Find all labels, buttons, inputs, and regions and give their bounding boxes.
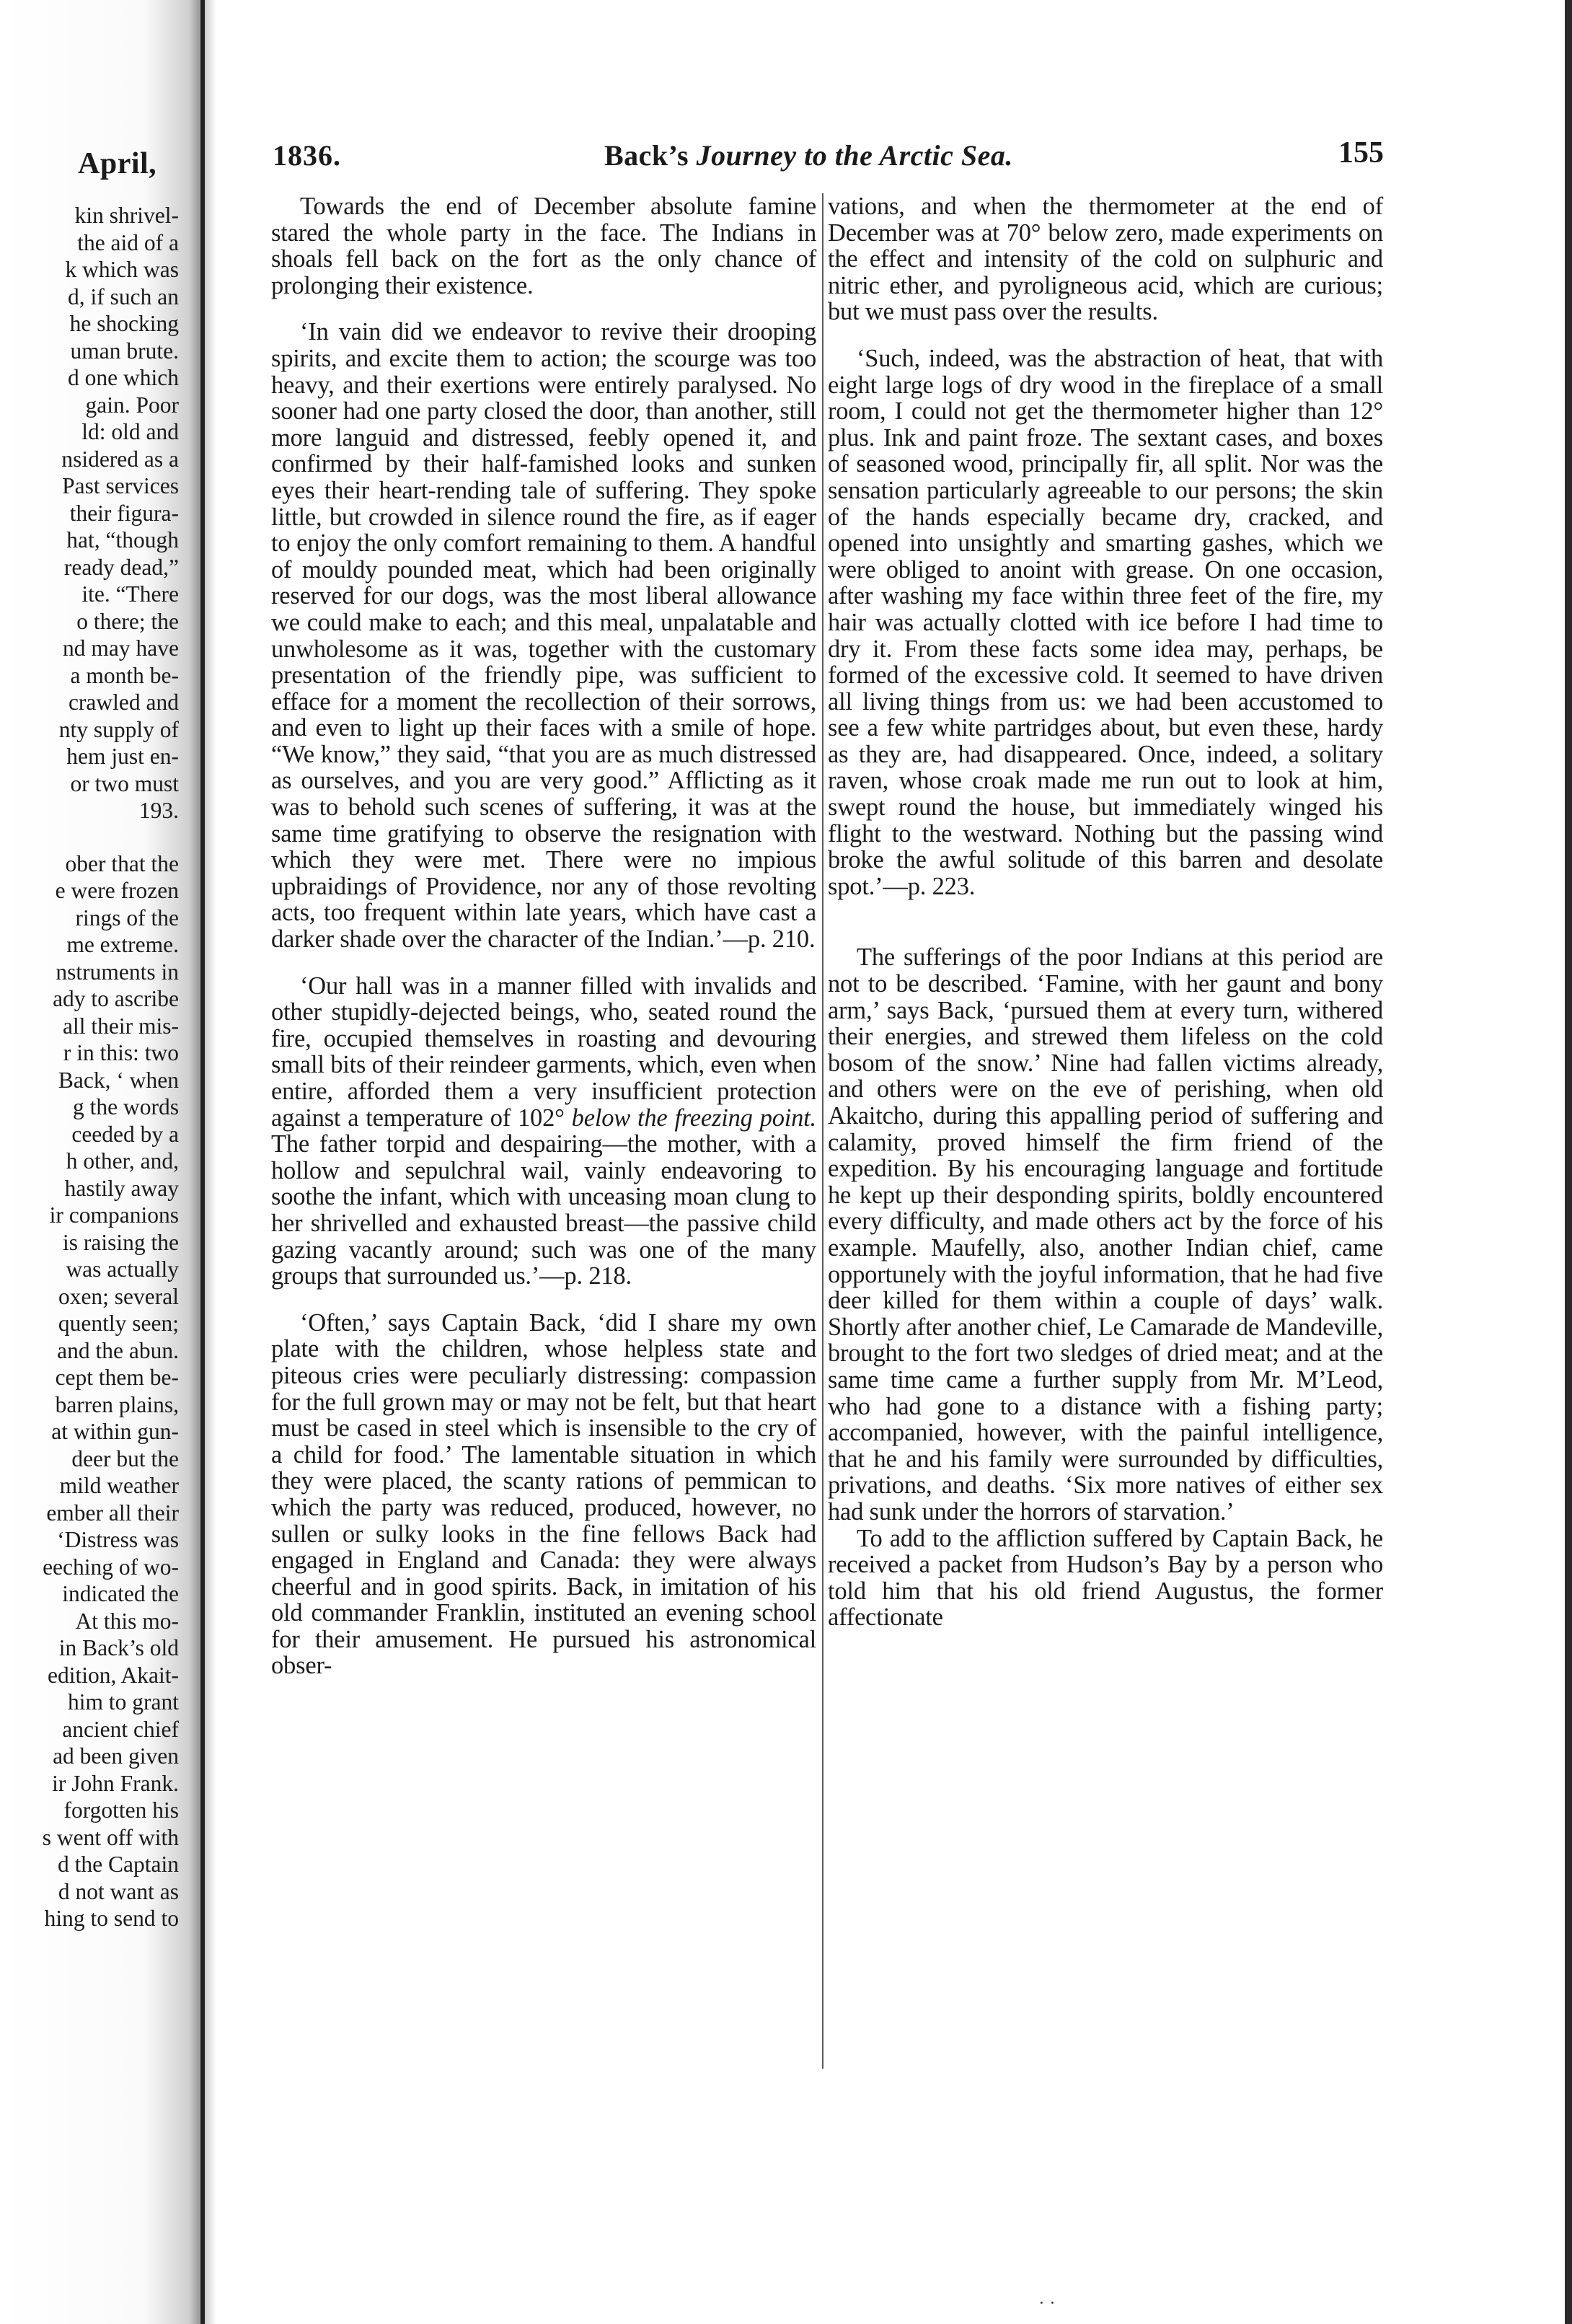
facing-page-line: oxen; several — [58, 1283, 179, 1309]
facing-page-line: d not want as — [58, 1878, 179, 1904]
paragraph-gap — [828, 325, 1383, 345]
facing-page-line: nsidered as a — [61, 446, 179, 472]
paragraph: To add to the affliction suffered by Captain Back, he received a packet from Hudson’s Bay by a person who told him that his old friend Augustus, the former affectionate — [828, 1524, 1383, 1632]
paragraph: The sufferings of the poor Indians at this period are not to be described. ‘Famine, with her gaunt and bony arm,’ says Back, ‘pursued them at every turn, withered their energies, and strewed them lifeless on the cold bosom of the snow.’ Nine had fallen victims already, and others were on the eve of perishing, when old Akaitcho, during this appalling period of suffering and calamity, proved himself the firm friend of the expedition. By his encouraging language and fortitude he kept up their desponding spirits, boldly encountered every difficulty, and made others act by the force of his example. Maufelly, also, another Indian chief, came opportunely with the joyful information, that he had five deer killed for them within a couple of days’ walk. Shortly after another chief, Le Camarade de Mandeville, brought to the fort two sledges of dried meat; and at the same time came a further supply from Mr. M’Leod, who had gone to a distance with a fishing party; accompanied, however, with the painful intelligence, that he and his family were surrounded by difficulties, privations, and deaths. ‘Six more natives of either sex had sunk under the horrors of starvation.’ — [828, 943, 1383, 1526]
page-number: 155 — [1338, 136, 1384, 170]
facing-page-line: edition, Akait- — [48, 1662, 179, 1688]
facing-page-line: o there; the — [76, 608, 179, 634]
facing-page-line: e were frozen — [55, 878, 179, 903]
facing-page-line: hing to send to — [44, 1906, 179, 1931]
section-gap — [828, 899, 1383, 944]
facing-page-line: r in this: two — [63, 1040, 179, 1065]
facing-page-line: At this mo- — [75, 1608, 179, 1634]
facing-page-line: in Back’s old — [58, 1635, 179, 1660]
facing-page-line: rings of the — [75, 904, 179, 930]
quote-text: The father torpid and despairing—the mother, with a hollow and sepulchral wail, vainly endeavoring to soothe the infant, which with unceasing moan clung to her shrivelled and exhausted breast—the passive child gazing vacantly around; such was one of the many groups that surrounded us.’—p. 218. — [271, 1130, 816, 1290]
facing-page-line: indicated the — [62, 1581, 179, 1606]
facing-page-line: a month be- — [70, 662, 179, 688]
facing-page-line: Back, ‘ when — [58, 1067, 179, 1093]
facing-page-line: him to grant — [68, 1689, 179, 1715]
block-quote: ‘Such, indeed, was the abstraction of heat, that with eight large logs of dry wood in the fireplace of a small room, I could not get the thermometer higher than 12° plus. Ink and paint froze. The sextant cases, and boxes of seasoned wood, principally fir, all split. Nor was the sensation particularly agreeable to our persons; the skin of the hands especially became dry, cracked, and opened into unsightly and smarting gashes, which we were obliged to anoint with grease. On one occasion, after washing my face within three feet of the fire, my hair was actually clotted with ice before I had time to dry it. From these facts some idea may, perhaps, be formed of the excessive cold. It seemed to have driven all living things from us: we had been accustomed to see a few white partridges about, but even these, hardy as they are, had disappeared. Once, indeed, a solitary raven, whose croak made me run out to look at him, swept round the house, but immediately winged his flight to the westward. Nothing but the passing wind broke the awful solitude of this barren and desolate spot.’—p. 223. — [828, 344, 1383, 900]
facing-page-line: and the abun. — [57, 1337, 179, 1363]
facing-page-line: he shocking — [69, 311, 179, 336]
facing-page-line: g the words — [73, 1094, 179, 1119]
facing-page-line: gain. Poor — [85, 392, 179, 418]
facing-page-gap — [0, 824, 179, 850]
facing-page-line: forgotten his — [63, 1797, 179, 1823]
facing-page-header: April, — [78, 147, 157, 180]
facing-page-line: crawled and — [68, 690, 179, 715]
facing-page-line: ld: old and — [81, 419, 179, 444]
facing-page-line: ir John Frank. — [52, 1770, 179, 1796]
facing-page-line: ad been given — [53, 1743, 179, 1769]
block-quote — [271, 973, 816, 1290]
quote-italic: below the freezing point. — [571, 1104, 816, 1132]
facing-page-lines — [0, 202, 179, 1932]
running-header — [267, 136, 1388, 179]
facing-page-line: their figura- — [69, 500, 179, 526]
facing-page-line: ite. “There — [81, 581, 179, 607]
facing-page-line: d one which — [68, 365, 179, 390]
facing-page-fragment — [0, 0, 180, 2077]
facing-page-line: cept them be- — [55, 1365, 179, 1390]
facing-page-line: d the Captain — [58, 1852, 179, 1877]
facing-page-line: kin shrivel- — [74, 203, 179, 228]
paragraph-gap — [271, 953, 816, 973]
facing-page-line: ember all their — [46, 1500, 179, 1526]
print-mark: · · — [1038, 2292, 1056, 2313]
facing-page-line: barren plains, — [55, 1391, 179, 1417]
header-title-prefix: Back’s — [604, 139, 697, 172]
facing-page-line: at within gun- — [51, 1419, 179, 1444]
facing-page-line: 193. — [138, 798, 179, 823]
facing-page-line: hastily away — [64, 1175, 179, 1201]
facing-page-line: quently seen; — [58, 1311, 179, 1336]
paragraph-gap — [271, 299, 816, 319]
facing-page-line: ceeded by a — [71, 1121, 179, 1147]
facing-page-line: ober that the — [65, 850, 179, 876]
facing-page-line: ir companions — [49, 1202, 179, 1228]
header-date: 1836. — [273, 139, 341, 172]
facing-page-line: h other, and, — [66, 1148, 179, 1174]
facing-page-line: mild weather — [59, 1473, 179, 1498]
paragraph-continued: vations, and when the thermometer at the end of December was at 70° below zero, made experiments on the effect and intensity of the cold on sulphuric and nitric ether, and pyroligneous acid, which are curious; but we must pass over the results. — [828, 193, 1383, 326]
facing-page-line: hem just en- — [66, 744, 179, 769]
header-title-italic: Journey to the Arctic Sea. — [696, 139, 1013, 172]
book-spine — [200, 0, 205, 2324]
facing-page-line: deer but the — [71, 1445, 179, 1471]
facing-page-line: uman brute. — [70, 338, 179, 364]
facing-page-line: is raising the — [63, 1229, 179, 1255]
paragraph: Towards the end of December absolute famine stared the whole party in the face. The Indians in shoals fell back on the fort as the only chance of prolonging their existence. — [271, 193, 816, 299]
header-title — [604, 138, 1013, 172]
quote-text: ‘Our hall was in a manner filled with invalids and other stupidly-dejected beings, who, seated round the fire, occupied themselves in roasting and devouring small bits of their reindeer garments, which, even when entire, afforded them a very insufficient protection against a temperature of 102° — [271, 972, 816, 1132]
facing-page-line: hat, “though — [66, 527, 179, 553]
right-column — [828, 193, 1383, 1631]
facing-page-line: ‘Distress was — [57, 1527, 179, 1552]
page-edge — [1565, 0, 1572, 2324]
facing-page-line: eeching of wo- — [43, 1554, 179, 1580]
facing-page-line: all their mis- — [63, 1013, 179, 1039]
facing-page-line: nd may have — [63, 635, 179, 661]
facing-page-line: d, if such an — [68, 283, 179, 309]
column-divider — [822, 193, 823, 2069]
facing-page-line: nty supply of — [58, 716, 179, 742]
facing-page-line: ady to ascribe — [53, 986, 179, 1011]
paragraph-gap — [271, 1290, 816, 1310]
left-column — [271, 193, 816, 1679]
facing-page-line: k which was — [65, 257, 179, 282]
facing-page-line: ancient chief — [62, 1716, 179, 1742]
block-quote: ‘In vain did we endeavor to revive their drooping spirits, and excite them to action; the scourge was too heavy, and their exertions were entirely paralysed. No sooner had one party closed the door, than another, still more languid and distressed, feebly opened it, and confirmed by their half-famished looks and sunken eyes their heart-rending tale of suffering. They spoke little, but crowded in silence round the fire, as if eager to enjoy the only comfort remaining to them. A handful of mouldy pounded meat, which had been originally reserved for our dogs, was the most liberal allowance we could make to each; and this meal, unpalatable and unwholesome as it was, together with the customary presentation of the friendly pipe, was sufficient to efface for a moment the recollection of their sorrows, and even to light up their faces with a smile of hope. “We know,” they said, “that you are as much distressed as ourselves, and you are very good.” Afflicting as it was to behold such scenes of suffering, it was at the same time gratifying to observe the resignation with which they were met. There were no impious upbraidings of Providence, nor any of those revolting acts, too frequent within late years, which have cast a darker shade over the character of the Indian.’—p. 210. — [271, 318, 816, 954]
facing-page-line: s went off with — [42, 1824, 179, 1850]
facing-page-line: was actually — [66, 1256, 179, 1282]
facing-page-line: ready dead,” — [63, 554, 179, 580]
facing-page-line: Past services — [62, 473, 179, 498]
facing-page-line: or two must — [70, 770, 179, 796]
facing-page-line: nstruments in — [56, 959, 179, 985]
paragraph: ‘Often,’ says Captain Back, ‘did I share my own plate with the children, whose helpless state and piteous cries were peculiarly distressing: compassion for the full grown may or may not be felt, but that heart must be cased in steel which is insensible to the cry of a child for food.’ The lamentable situation in which they were placed, the scanty rations of pemmican to which the party was reduced, produced, however, no sullen or sulky looks in the fine fellows Back had engaged in England and Canada: they were always cheerful and in good spirits. Back, in imitation of his old commander Franklin, instituted an evening school for their amusement. He pursued his astronomical obser- — [271, 1308, 816, 1680]
facing-page-line: the aid of a — [77, 229, 179, 255]
facing-page-line: me extreme. — [66, 932, 179, 957]
